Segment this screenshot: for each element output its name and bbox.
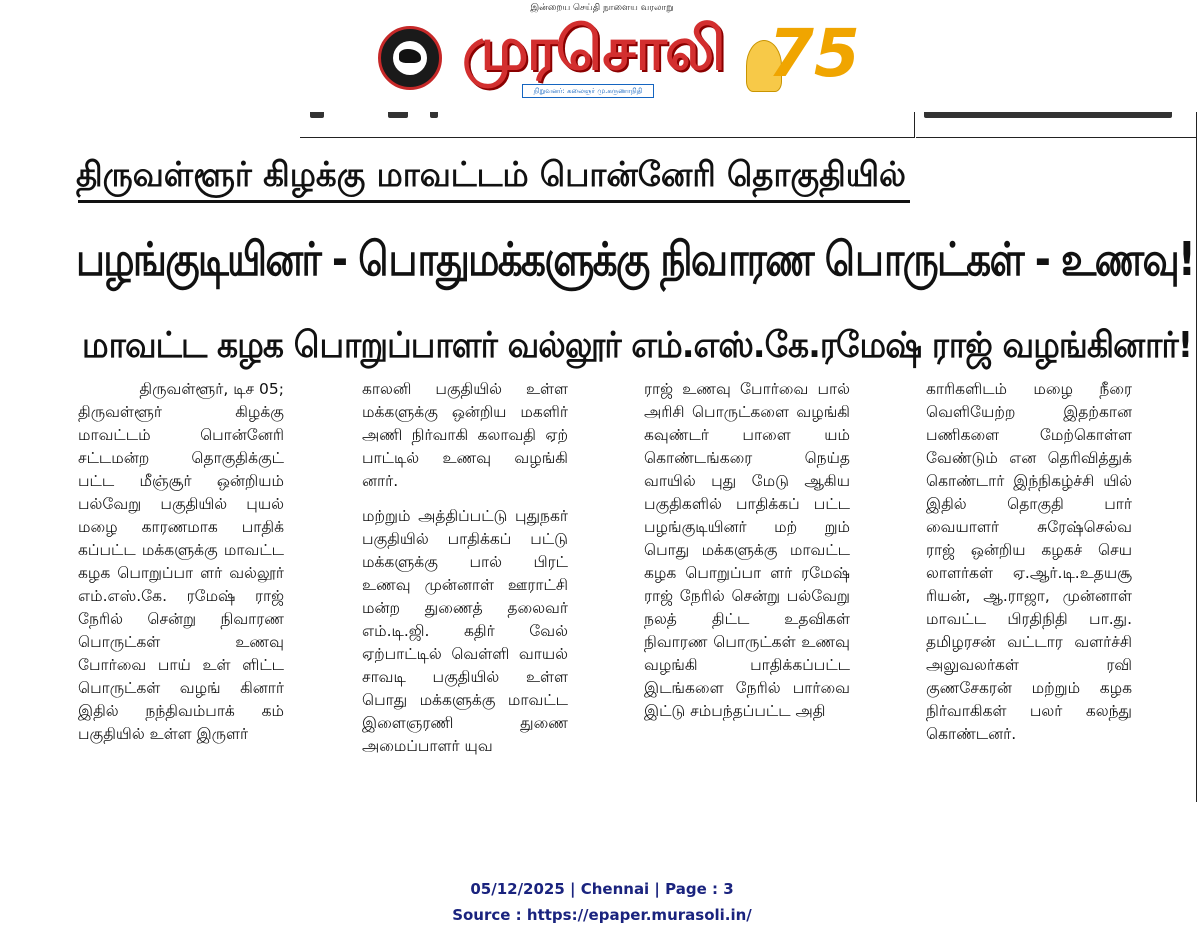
article-column-2 [362, 378, 568, 758]
party-seal-icon [378, 26, 442, 90]
column-rule [914, 112, 915, 138]
header-rule [300, 137, 914, 138]
footer-date-line: 05/12/2025 | Chennai | Page : 3 [470, 880, 734, 898]
masthead-tagline: இன்றைய செய்தி நாளைய வரலாறு [530, 3, 674, 13]
kicker-underline [78, 200, 910, 203]
article-kicker [76, 152, 936, 204]
column-paragraph: காலனி பகுதியில் உள்ள மக்களுக்கு ஒன்றிய மகளிர் அணி நிர்வாகி கலாவதி ஏற் பாட்டில் உணவு வழங்கி னார். [362, 380, 568, 490]
page-footer [0, 876, 1204, 928]
article-headline: பழங்குடியினர் - பொதுமக்களுக்கு நிவாரண பொருட்கள் - உணவு! [76, 232, 1195, 286]
article-column-4 [926, 378, 1132, 746]
anniversary-emblem [744, 14, 860, 94]
newspaper-logo: முரசொலி [462, 14, 724, 84]
header-rule [916, 137, 1196, 138]
masthead [372, 0, 860, 104]
column-paragraph: ராஜ் உணவு போர்வை பால் அரிசி பொருட்களை வழங்கி கவுண்டர் பாளை யம் கொண்டங்கரை நெய்த வாயில் புது மேடு ஆகிய பகுதிகளில் பாதிக்கப் பட்ட பழங்குடியினர் மற் றும் பொது மக்களுக்கு மாவட்ட கழக பொறுப்பா ளர் ரமேஷ் ராஜ் நேரில் சென்று பல்வேறு நலத் திட்ட உதவிகள் நிவாரண பொருட்கள் உணவு வழங்கி பாதிக்கப்பட்ட இடங்களை நேரில் பார்வை இட்டு சம்பந்தப்பட்ட அதி [644, 380, 850, 720]
column-paragraph: திருவள்ளூர் கிழக்கு மாவட்டம் பொன்னேரி சட்டமன்ற தொகுதிக்குட் பட்ட மீஞ்சூர் ஒன்றியம் பல்வேறு பகுதியில் புயல் மழை காரணமாக பாதிக் கப்பட்ட மக்களுக்கு மாவட்ட கழக பொறுப்பா ளர் வல்லூர் எம்.எஸ்.கே. ரமேஷ் ராஜ் நேரில் சென்று நிவாரண பொருட்கள் உணவு போர்வை பாய் உள் ளிட்ட பொருட்கள் வழங் கினார் இதில் நந்திவம்பாக் கம் பகுதியில் உள்ள இருளர் [78, 403, 284, 743]
kicker-text: திருவள்ளூர் கிழக்கு மாவட்டம் பொன்னேரி தொகுதியில் [76, 155, 906, 195]
column-rule [1196, 112, 1197, 802]
footer-source-line: Source : https://epaper.murasoli.in/ [452, 906, 752, 924]
article-column-1 [78, 378, 284, 746]
article-subheadline: மாவட்ட கழக பொறுப்பாளர் வல்லூர் எம்.எஸ்.கே.ரமேஷ் ராஜ் வழங்கினார்! [82, 325, 1193, 366]
anniversary-number: 75 [768, 15, 860, 92]
article-dateline: திருவள்ளூர், டிச 05; [139, 380, 284, 398]
column-paragraph: மற்றும் அத்திப்பட்டு புதுநகர் பகுதியில் பாதிக்கப் பட்டு மக்களுக்கு பால் பிரட் உணவு முன்னாள் ஊராட்சி மன்ற துணைத் தலைவர் எம்.டி.ஜி. கதிர் வேல் ஏற்பாட்டில் வெள்ளி வாயல் சாவடி பகுதியில் உள்ள பொது மக்களுக்கு மாவட்ட இளைஞரணி துணை அமைப்பாளர் யுவ [362, 507, 568, 755]
article-column-3 [644, 378, 850, 723]
column-paragraph: காரிகளிடம் மழை நீரை வெளியேற்ற இதற்கான பணிகளை மேற்கொள்ள வேண்டும் என தெரிவித்துக் கொண்டார் இந்நிகழ்ச்சி யில் இதில் தொகுதி பார் வையாளர் சுரேஷ்செல்வ ராஜ் ஒன்றிய கழகச் செய லாளர்கள் ஏ.ஆர்.டி.உதயசூ ரியன், ஆ.ராஜா, முன்னாள் மாவட்ட பிரதிநிதி பா.து. தமிழரசன் வட்டார வளர்ச்சி அலுவலர்கள் ரவி குணசேகரன் மற்றும் கழக நிர்வாகிகள் பலர் கலந்து கொண்டனர். [926, 380, 1132, 743]
logo-sub-bar: நிறுவனர்: கலைஞர் மு.கருணாநிதி [522, 84, 654, 98]
cropped-text-strip [300, 112, 1195, 126]
